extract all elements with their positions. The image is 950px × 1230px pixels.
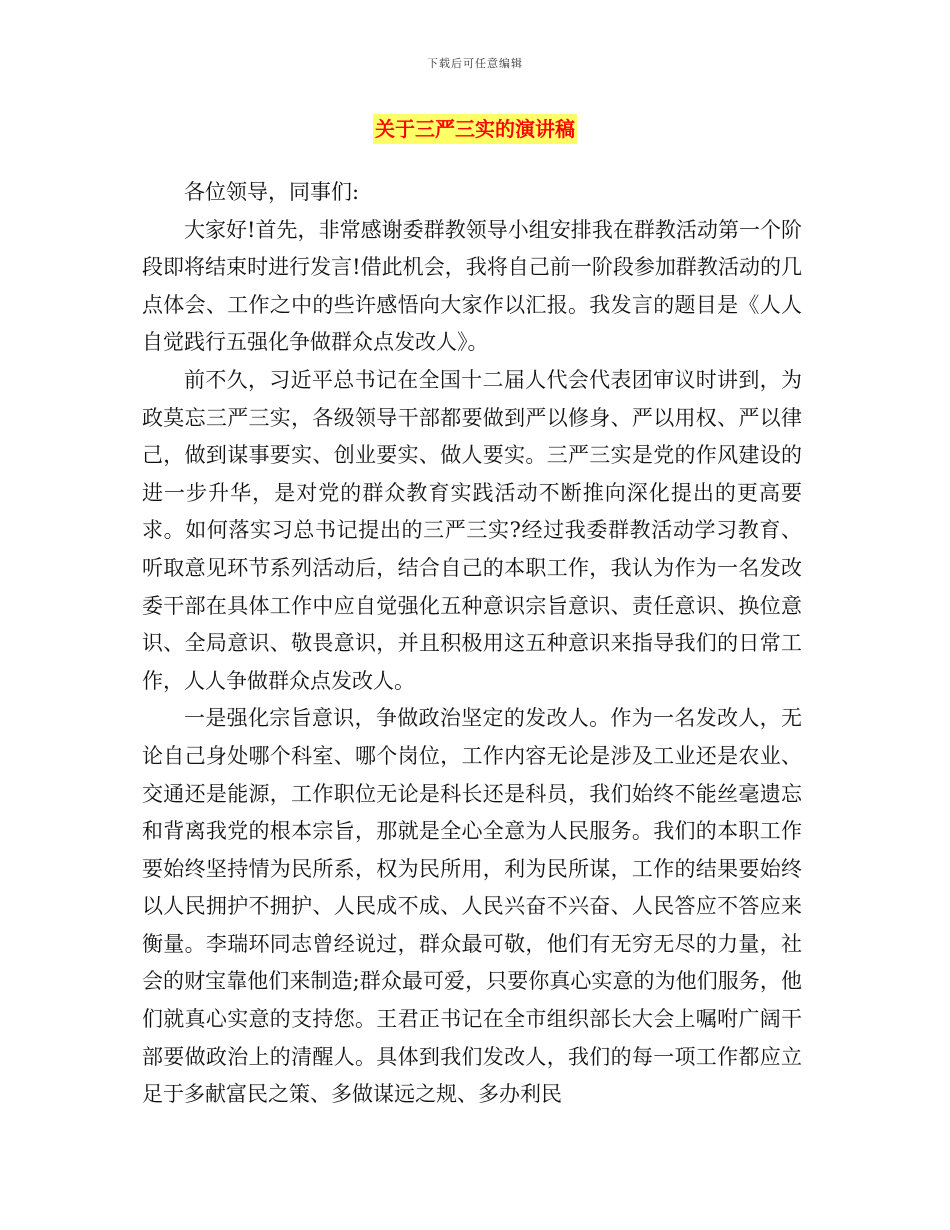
- paragraph-salutation: 各位领导，同事们:: [184, 180, 360, 204]
- document-title: 关于三严三实的演讲稿: [373, 114, 577, 144]
- paragraph-purpose-awareness: 一是强化宗旨意识，争做政治坚定的发改人。作为一名发改人，无论自己身处哪个科室、哪个岗位，工作内容无论是涉及工业还是农业、交通还是能源，工作职位无论是科长还是科员，我们始终不能丝毫遗忘和背离我党的根本宗旨，那就是全心全意为人民服务。我们的本职工作要始终坚持情为民所系，权为民所用，利为民所谋，工作的结果要始终以人民拥护不拥护、人民成不成、人民兴奋不兴奋、人民答应不答应来衡量。李瑞环同志曾经说过，群众最可敬，他们有无穷无尽的力量，社会的财宝靠他们来制造;群众最可爱，只要你真心实意的为他们服务，他们就真心实意的支持您。王君正书记在全市组织部长大会上嘱咐广阔干部要做政治上的清醒人。具体到我们发改人，我们的每一项工作都应立足于多献富民之策、多做谋远之规、多办利民: [142, 706, 802, 1107]
- paragraph-three-stricts: 前不久，习近平总书记在全国十二届人代会代表团审议时讲到，为政莫忘三严三实，各级领导干部都要做到严以修身、严以用权、严以律己，做到谋事要实、创业要实、做人要实。三严三实是党的作风建设的进一步升华，是对党的群众教育实践活动不断推向深化提出的更高要求。如何落实习总书记提出的三严三实?经过我委群教活动学习教育、听取意见环节系列活动后，结合自己的本职工作，我认为作为一名发改委干部在具体工作中应自觉强化五种意识宗旨意识、责任意识、换位意识、全局意识、敬畏意识，并且积极用这五种意识来指导我们的日常工作，人人争做群众点发改人。: [142, 367, 802, 693]
- paragraph-greeting: 大家好!首先，非常感谢委群教领导小组安排我在群教活动第一个阶段即将结束时进行发言!借此机会，我将自己前一阶段参加群教活动的几点体会、工作之中的些许感悟向大家作以汇报。我发言的题目是《人人自觉践行五强化争做群众点发改人》。: [142, 217, 802, 355]
- title-wrap: [0, 114, 950, 144]
- document-body: [142, 174, 802, 1114]
- header-note: 下载后可任意编辑: [427, 57, 523, 70]
